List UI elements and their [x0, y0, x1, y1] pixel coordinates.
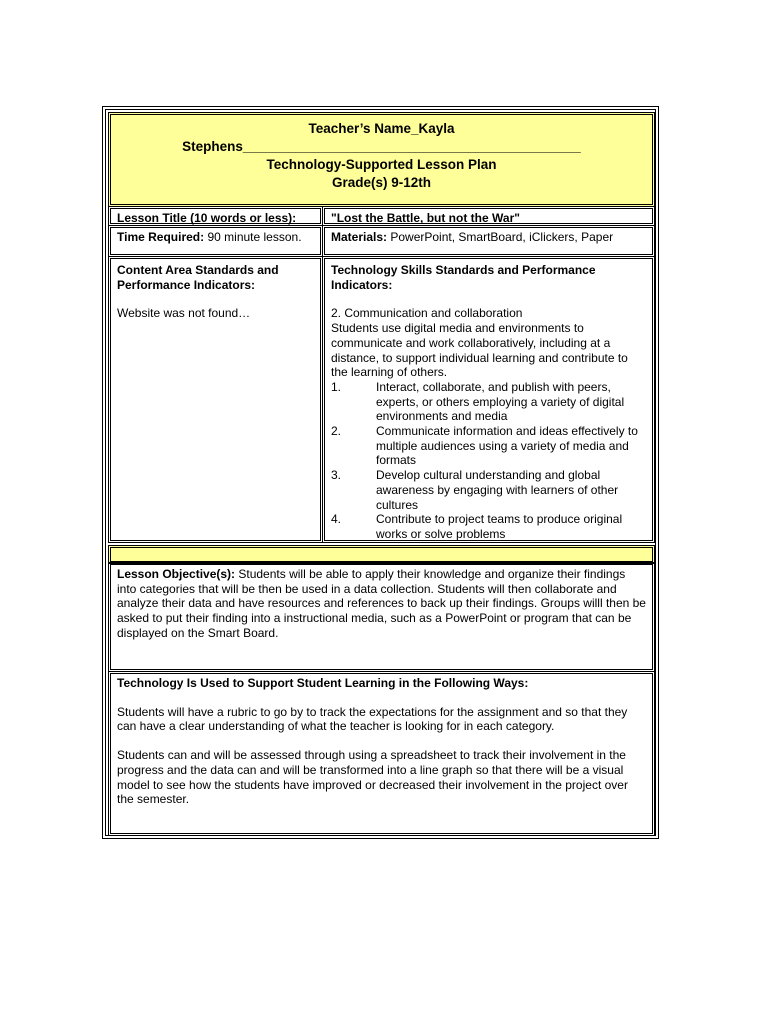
list-item [331, 512, 646, 541]
plan-title: Technology-Supported Lesson Plan [266, 157, 497, 172]
tech-standards-intro: Students use digital media and environments to communicate and work collaboratively, including at a distance, to support individual learning and contribute to the learning of others. [331, 321, 628, 380]
materials-cell [322, 225, 655, 257]
tech-standards-cell [322, 256, 655, 543]
lesson-objectives-cell [108, 562, 655, 672]
content-standards-cell [108, 256, 323, 543]
time-required-value: 90 minute lesson. [204, 230, 302, 244]
list-item-number: 1. [331, 379, 342, 394]
list-item-number: 4. [331, 512, 342, 527]
tech-support-label: Technology Is Used to Support Student Learning in the Following Ways: [117, 676, 529, 690]
list-item-text: Interact, collaborate, and publish with peers, experts, or others employing a variety of digital environments and media [376, 379, 625, 424]
time-required-label: Time Required: [117, 230, 205, 244]
content-standards-label: Content Area Standards and Performance Indicators: [117, 263, 279, 292]
grade-level: Grade(s) 9-12th [331, 175, 432, 190]
list-item [331, 468, 646, 512]
list-item-number: 3. [331, 468, 342, 483]
lesson-plan-document [102, 106, 659, 839]
materials-label: Materials: [331, 230, 388, 244]
materials-value: PowerPoint, SmartBoard, iClickers, Paper [387, 230, 614, 244]
list-item [331, 380, 646, 424]
lesson-title-value: "Lost the Battle, but not the War" [331, 211, 520, 225]
teacher-name-line: Teacher’s Name_Kayla [308, 121, 455, 136]
lesson-title-label-cell [108, 206, 323, 226]
tech-standards-label: Technology Skills Standards and Performance Indicators: [331, 263, 596, 292]
tech-support-paragraph-1: Students will have a rubric to go by to track the expectations for the assignment and so that they can have a clear understanding of what the teacher is looking for in each category. [117, 704, 628, 734]
lesson-title-value-cell [322, 206, 655, 226]
teacher-surname-line: Stephens_____________________________________________ [182, 139, 581, 154]
header-block [108, 112, 655, 207]
list-item-number: 2. [331, 424, 342, 439]
tech-standards-list [331, 380, 646, 542]
tech-standards-heading: 2. Communication and collaboration [331, 306, 523, 321]
content-standards-text: Website was not found… [117, 306, 251, 321]
time-required-cell [108, 225, 323, 257]
lesson-objectives-text: Students will be able to apply their knowledge and organize their findings into categories that will be then be used in a data collection. Students will then collaborate and analyze their data and have resources and references to back up their findings. Groups willl then be asked to put their finding into a instructional media, such as a PowerPoint or program that can be displayed on the Smart Board. [117, 567, 646, 640]
list-item [331, 424, 646, 468]
lesson-objectives-label: Lesson Objective(s): [117, 567, 236, 581]
list-item-text: Communicate information and ideas effectively to multiple audiences using a variety of media and formats [376, 424, 638, 468]
lesson-title-label: Lesson Title (10 words or less): [117, 211, 297, 225]
tech-support-paragraph-2: Students can and will be assessed through using a spreadsheet to track their involvement in the progress and the data can and will be transformed into a line graph so that there will be a visual model to see how the students have improved or decreased their involvement in the project over the semester. [117, 748, 628, 807]
tech-support-cell [108, 671, 655, 836]
list-item-text: Contribute to project teams to produce original works or solve problems [376, 512, 623, 541]
list-item-text: Develop cultural understanding and global awareness by engaging with learners of other cultures [376, 468, 619, 512]
